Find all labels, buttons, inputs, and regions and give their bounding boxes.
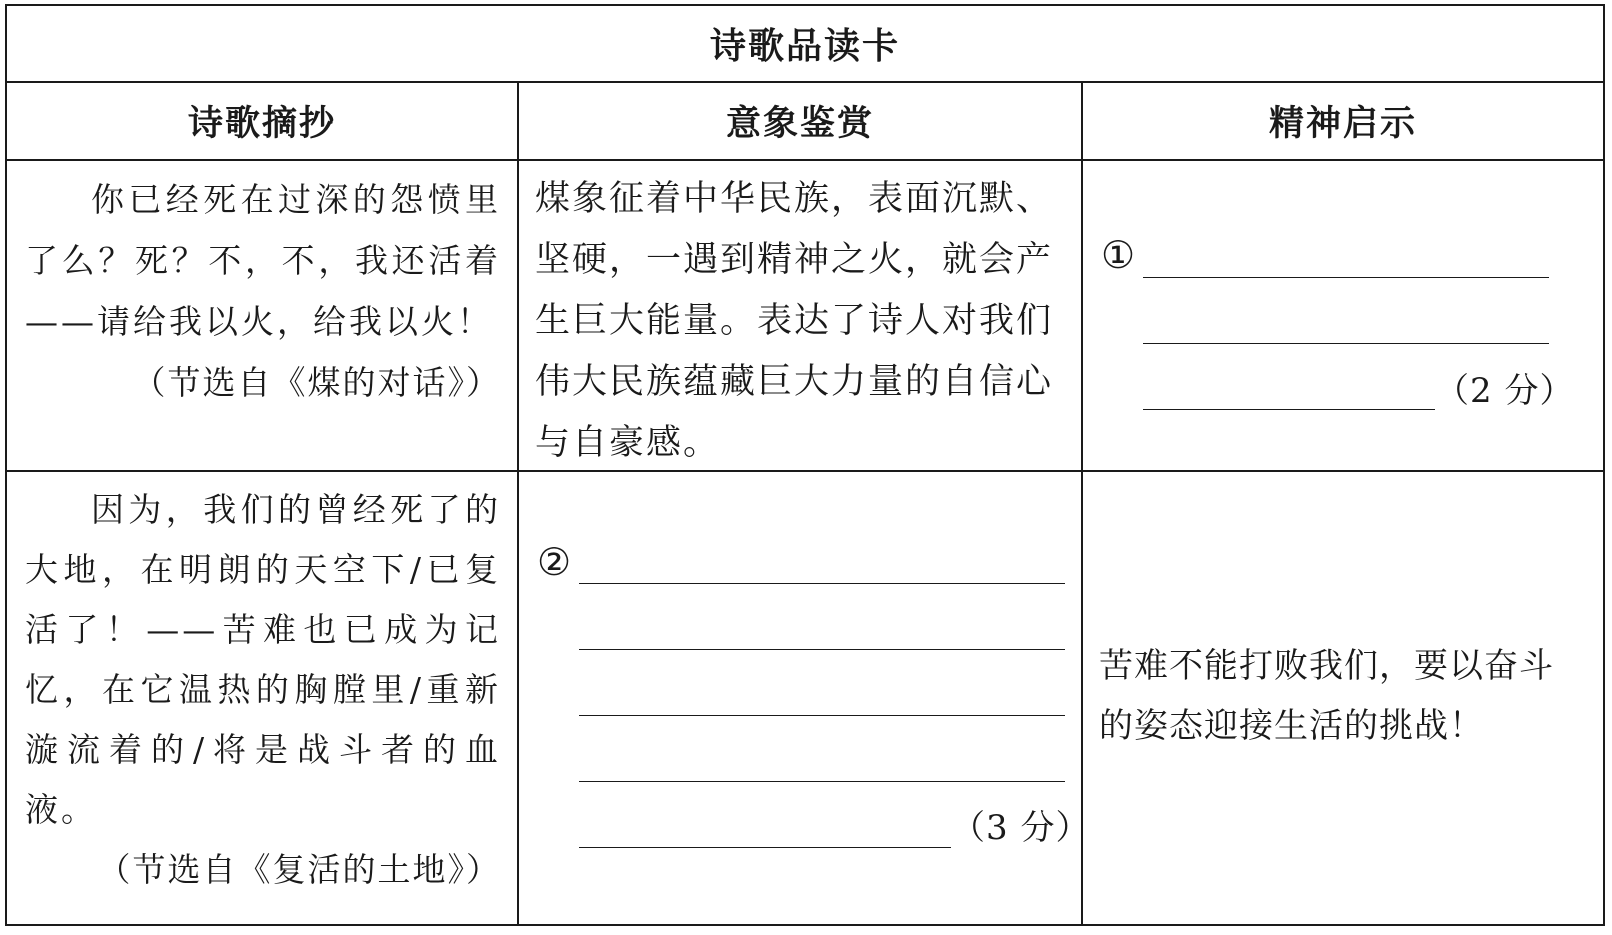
answer-blank-line[interactable]: [579, 648, 1065, 650]
score-label-2: （3 分）: [951, 808, 1091, 848]
answer-blank-line[interactable]: [579, 780, 1065, 782]
answer-blank-line[interactable]: [1143, 276, 1549, 278]
poem-excerpt-2: [25, 480, 501, 900]
poem-excerpt-1: [25, 169, 501, 413]
circled-number-2: ②: [537, 540, 572, 584]
header-poem-excerpt: 诗歌摘抄: [187, 104, 336, 144]
poem-text-2: 因为，我们的曾经死了的大地，在明朗的天空下/已复活了！——苦难也已成为记忆，在它温热的胸膛里/重新漩流着的/将是战斗者的血液。: [25, 490, 501, 829]
imagery-appreciation-1: 煤象征着中华民族，表面沉默、坚硬，一遇到精神之火，就会产生巨大能量。表达了诗人对我们伟大民族蕴藏巨大力量的自信心与自豪感。: [535, 179, 1054, 463]
answer-blank-line[interactable]: [1143, 408, 1435, 410]
poem-source-2: （节选自《复活的土地》）: [97, 850, 501, 889]
poetry-reading-card: [5, 4, 1605, 926]
spiritual-inspiration-2: 苦难不能打败我们，要以奋斗的姿态迎接生活的挑战！: [1099, 646, 1554, 746]
poem-source-1: （节选自《煤的对话》）: [132, 363, 501, 402]
answer-blank-line[interactable]: [579, 846, 951, 848]
answer-blank-line[interactable]: [1143, 342, 1549, 344]
header-spiritual-inspiration: 精神启示: [1268, 104, 1417, 144]
circled-number-1: ①: [1101, 233, 1136, 277]
answer-blank-line[interactable]: [579, 714, 1065, 716]
score-label-1: （2 分）: [1435, 371, 1575, 411]
header-imagery-appreciation: 意象鉴赏: [725, 104, 874, 144]
answer-blank-line[interactable]: [579, 582, 1065, 584]
poem-text-1: 你已经死在过深的怨愤里了么？死？不，不，我还活着——请给我以火，给我以火！: [25, 180, 501, 341]
card-title: 诗歌品读卡: [709, 26, 900, 67]
answer-area-2[interactable]: [519, 472, 1091, 924]
answer-area-1[interactable]: [1083, 161, 1603, 470]
